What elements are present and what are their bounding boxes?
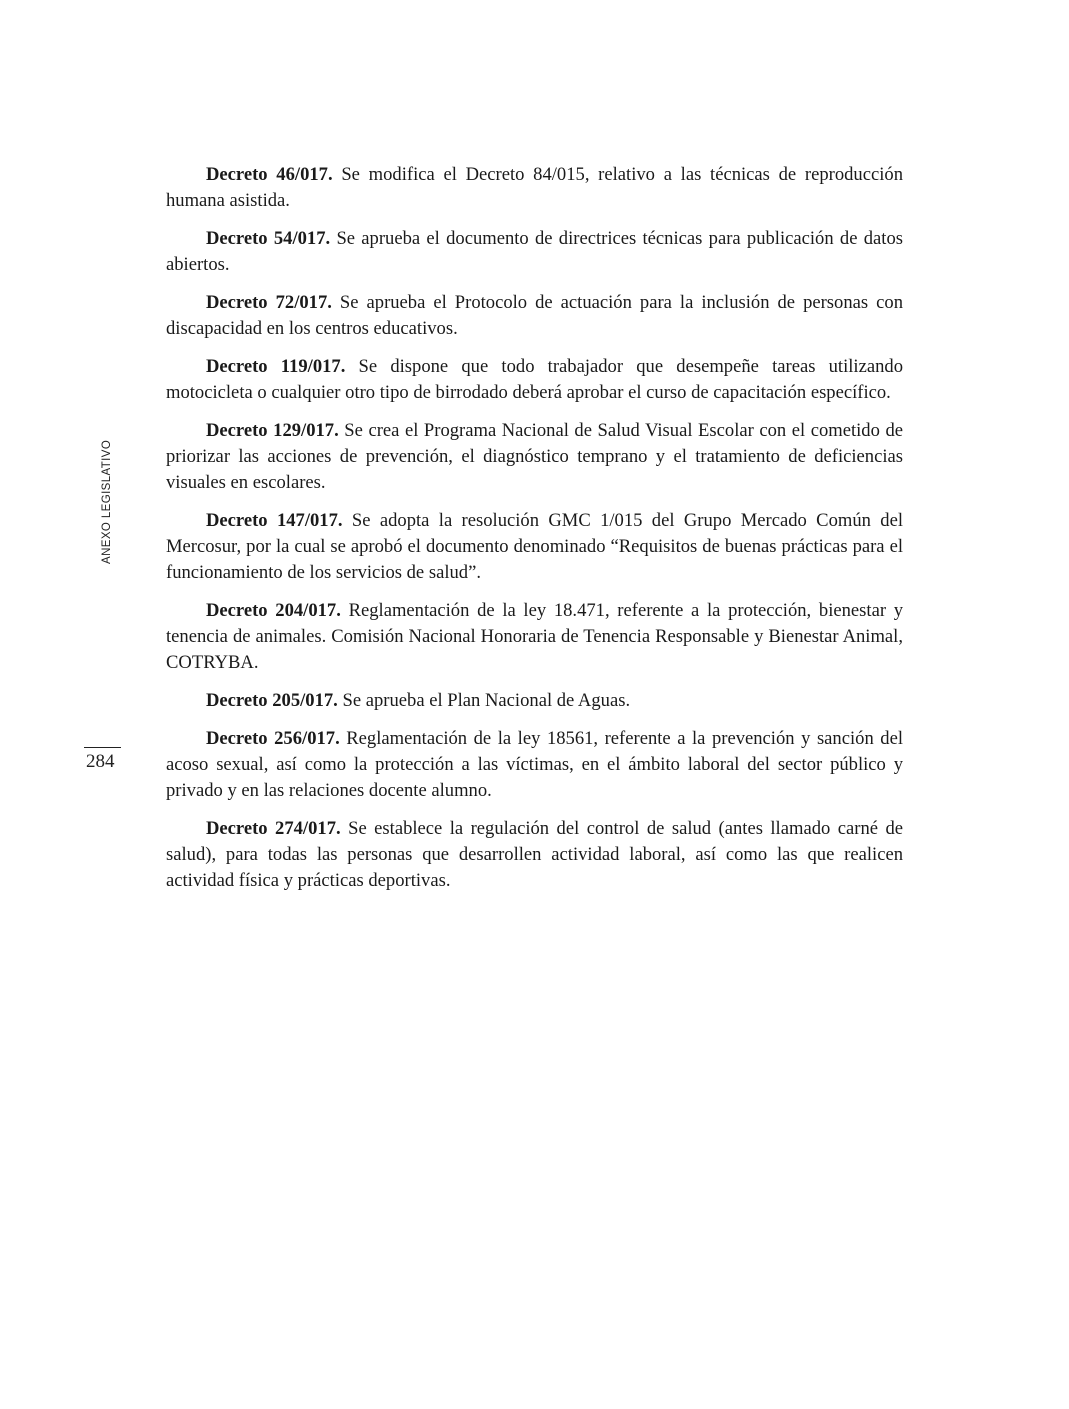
decree-entry xyxy=(166,598,903,676)
decree-description: Se adopta la resolución GMC 1/015 del Grupo Mercado Común del Mercosur, por la cual se aprobó el documento denominado “Requisitos de buenas prácticas para el funcionamiento de los servicios de salud”. xyxy=(166,510,903,583)
decree-description: Se modifica el Decreto 84/015, relativo a las técnicas de reproducción humana asistida. xyxy=(166,164,903,211)
decree-title: Decreto 147/017. xyxy=(206,510,343,531)
decree-title: Decreto 204/017. xyxy=(206,600,341,621)
decree-title: Decreto 274/017. xyxy=(206,818,341,839)
decree-description: Reglamentación de la ley 18.471, referente a la protección, bienestar y tenencia de animales. Comisión Nacional Honoraria de Tenencia Responsable y Bienestar Animal, COTRYBA. xyxy=(166,600,903,673)
page-number-rule xyxy=(84,747,121,748)
decree-entry xyxy=(166,726,903,804)
running-section-label: ANEXO LEGISLATIVO xyxy=(101,439,113,564)
decree-list xyxy=(166,162,903,906)
decree-description: Se dispone que todo trabajador que desempeñe tareas utilizando motocicleta o cualquier otro tipo de birrodado deberá aprobar el curso de capacitación específico. xyxy=(166,356,903,403)
decree-description: Se aprueba el Plan Nacional de Aguas. xyxy=(337,690,631,711)
page-number: 284 xyxy=(86,751,115,772)
decree-description: Reglamentación de la ley 18561, referente a la prevención y sanción del acoso sexual, así como la protección a las víctimas, en el ámbito laboral del sector público y privado y en las relaciones docente alumno. xyxy=(166,728,903,801)
decree-entry xyxy=(166,290,903,342)
decree-title: Decreto 119/017. xyxy=(206,356,346,377)
decree-title: Decreto 129/017. xyxy=(206,420,339,441)
decree-title: Decreto 205/017. xyxy=(206,690,338,711)
decree-title: Decreto 46/017. xyxy=(206,164,333,185)
decree-entry xyxy=(166,354,903,406)
decree-description: Se aprueba el Protocolo de actuación para la inclusión de personas con discapacidad en los centros educativos. xyxy=(166,292,903,339)
decree-entry xyxy=(166,508,903,586)
decree-entry xyxy=(166,688,903,714)
decree-entry xyxy=(166,226,903,278)
decree-entry xyxy=(166,418,903,496)
decree-description: Se establece la regulación del control de salud (antes llamado carné de salud), para todas las personas que desarrollen actividad laboral, así como las que realicen actividad física y prácticas deportivas. xyxy=(166,818,903,891)
decree-entry xyxy=(166,162,903,214)
decree-title: Decreto 72/017. xyxy=(206,292,332,313)
decree-title: Decreto 256/017. xyxy=(206,728,340,749)
decree-title: Decreto 54/017. xyxy=(206,228,331,249)
decree-description: Se crea el Programa Nacional de Salud Visual Escolar con el cometido de priorizar las acciones de prevención, el diagnóstico temprano y el tratamiento de deficiencias visuales en escolares. xyxy=(166,420,904,493)
decree-entry xyxy=(166,816,903,894)
decree-description: Se aprueba el documento de directrices técnicas para publicación de datos abiertos. xyxy=(166,228,903,275)
